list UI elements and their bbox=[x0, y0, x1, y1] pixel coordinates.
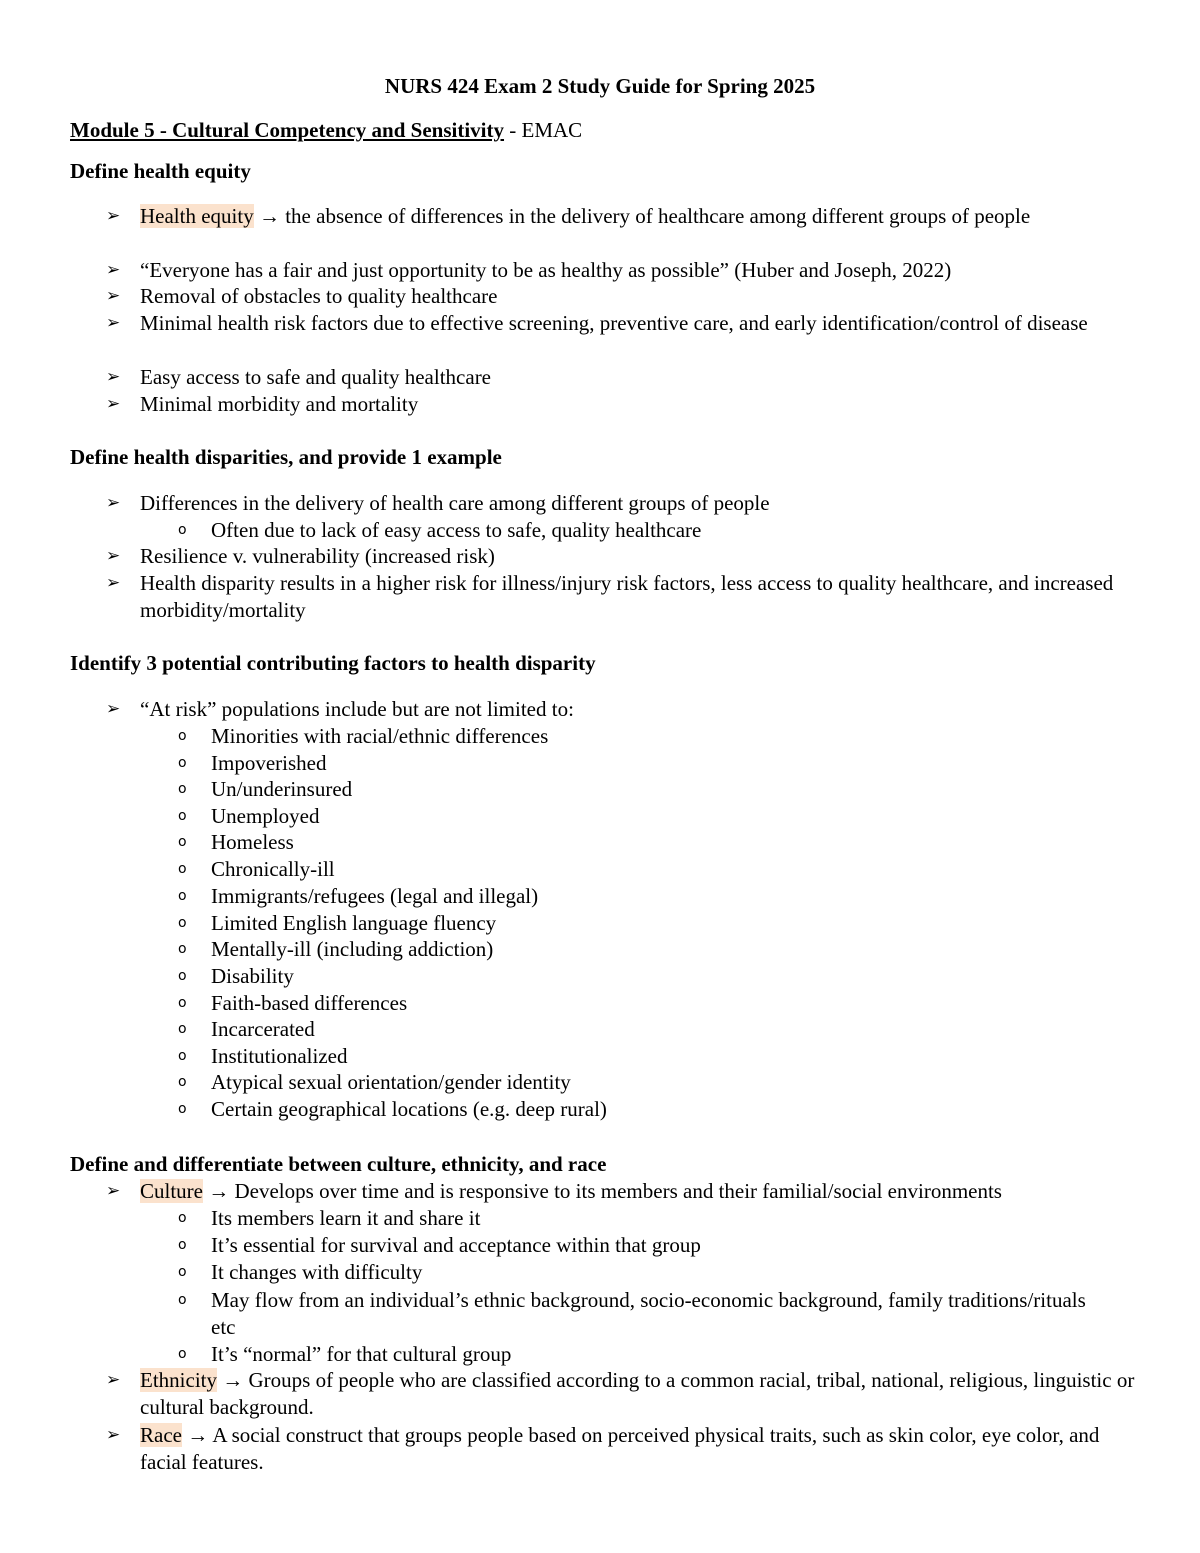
sub-item-text: Atypical sexual orientation/gender identity bbox=[211, 1070, 571, 1094]
arrow-bullet-icon: ➢ bbox=[106, 573, 121, 593]
circle-bullet-icon: o bbox=[178, 1074, 187, 1090]
sub-list-item bbox=[178, 517, 1111, 544]
circle-bullet-icon: o bbox=[178, 755, 187, 771]
item-text: → A social construct that groups people based on perceived physical traits, such as skin color, eye color, and facial features. bbox=[140, 1423, 1100, 1474]
list-item bbox=[106, 543, 1140, 570]
circle-bullet-icon: o bbox=[178, 941, 187, 957]
sub-list-item bbox=[178, 776, 1111, 803]
arrow-bullet-icon: ➢ bbox=[106, 286, 121, 306]
sub-item-text: It’s “normal” for that cultural group bbox=[211, 1342, 512, 1366]
circle-bullet-icon: o bbox=[178, 1021, 187, 1037]
circle-bullet-icon: o bbox=[178, 834, 187, 850]
sub-list-item bbox=[178, 803, 1111, 830]
sub-item-text: Chronically-ill bbox=[211, 857, 335, 881]
section-heading-health-disparities: Define health disparities, and provide 1 example bbox=[70, 445, 502, 469]
arrow-bullet-icon: ➢ bbox=[106, 313, 121, 333]
arrow-bullet-icon: ➢ bbox=[106, 493, 121, 513]
item-text: Minimal health risk factors due to effective screening, preventive care, and early identification/control of disease bbox=[140, 311, 1088, 335]
section-heading-contributing-factors: Identify 3 potential contributing factors to health disparity bbox=[70, 651, 596, 675]
item-text: Minimal morbidity and mortality bbox=[140, 392, 419, 416]
sub-list-item bbox=[178, 1341, 1111, 1368]
circle-bullet-icon: o bbox=[178, 728, 187, 744]
sub-list-item bbox=[178, 883, 1111, 910]
module-line bbox=[70, 117, 582, 143]
sub-item-text: Institutionalized bbox=[211, 1044, 348, 1068]
list-item bbox=[106, 257, 1140, 284]
circle-bullet-icon: o bbox=[178, 915, 187, 931]
sub-item-text: Un/underinsured bbox=[211, 777, 353, 801]
sub-item-text: It’s essential for survival and acceptance within that group bbox=[211, 1233, 701, 1257]
sub-list-item bbox=[178, 990, 1111, 1017]
arrow-bullet-icon: ➢ bbox=[106, 699, 121, 719]
arrow-bullet-icon: ➢ bbox=[106, 206, 121, 226]
list-item bbox=[106, 570, 1140, 623]
highlighted-term: Ethnicity bbox=[140, 1368, 217, 1392]
item-text: → Groups of people who are classified according to a common racial, tribal, national, religious, linguistic or cultural background. bbox=[140, 1368, 1135, 1419]
item-text: Easy access to safe and quality healthcare bbox=[140, 365, 492, 389]
document-title: NURS 424 Exam 2 Study Guide for Spring 2025 bbox=[384, 74, 816, 98]
circle-bullet-icon: o bbox=[178, 1264, 187, 1280]
arrow-bullet-icon: ➢ bbox=[106, 367, 121, 387]
sub-list-item bbox=[178, 750, 1111, 777]
sub-list-item bbox=[178, 1016, 1111, 1043]
list-item bbox=[106, 283, 1140, 310]
arrow-bullet-icon: ➢ bbox=[106, 1425, 121, 1445]
circle-bullet-icon: o bbox=[178, 995, 187, 1011]
sub-list-item bbox=[178, 723, 1111, 750]
list-item bbox=[106, 1178, 1140, 1205]
list-item bbox=[106, 696, 1140, 723]
sub-item-text: Disability bbox=[211, 964, 294, 988]
sub-list-item bbox=[178, 936, 1111, 963]
circle-bullet-icon: o bbox=[178, 781, 187, 797]
circle-bullet-icon: o bbox=[178, 861, 187, 877]
highlighted-term: Culture bbox=[140, 1179, 203, 1203]
item-text: “At risk” populations include but are not limited to: bbox=[140, 697, 574, 721]
circle-bullet-icon: o bbox=[178, 1292, 187, 1308]
sub-item-text: Homeless bbox=[211, 830, 294, 854]
circle-bullet-icon: o bbox=[178, 1101, 187, 1117]
sub-item-text: Limited English language fluency bbox=[211, 911, 497, 935]
list-item bbox=[106, 364, 1140, 391]
arrow-bullet-icon: ➢ bbox=[106, 546, 121, 566]
sub-list-item bbox=[178, 963, 1111, 990]
module-name: Module 5 - Cultural Competency and Sensitivity bbox=[70, 118, 505, 142]
sub-item-text: Certain geographical locations (e.g. deep rural) bbox=[211, 1097, 607, 1121]
item-text: “Everyone has a fair and just opportunity to be as healthy as possible” (Huber and Joseph, 2022) bbox=[140, 258, 952, 282]
sub-list-item bbox=[178, 910, 1111, 937]
list-item bbox=[106, 1367, 1140, 1420]
sub-list-item bbox=[178, 1259, 1111, 1286]
circle-bullet-icon: o bbox=[178, 1210, 187, 1226]
circle-bullet-icon: o bbox=[178, 888, 187, 904]
item-text: Resilience v. vulnerability (increased risk) bbox=[140, 544, 495, 568]
highlighted-term: Race bbox=[140, 1423, 182, 1447]
list-item bbox=[106, 1422, 1140, 1475]
arrow-bullet-icon: ➢ bbox=[106, 260, 121, 280]
section-heading-culture-ethnicity-race: Define and differentiate between culture, ethnicity, and race bbox=[70, 1152, 607, 1176]
sub-item-text: It changes with difficulty bbox=[211, 1260, 423, 1284]
list-item bbox=[106, 490, 1140, 517]
sub-list-item bbox=[178, 1287, 1111, 1340]
sub-item-text: Mentally-ill (including addiction) bbox=[211, 937, 494, 961]
sub-item-text: Immigrants/refugees (legal and illegal) bbox=[211, 884, 539, 908]
list-item bbox=[106, 310, 1140, 337]
sub-item-text: Incarcerated bbox=[211, 1017, 315, 1041]
section-heading-health-equity: Define health equity bbox=[70, 159, 251, 183]
sub-item-text: Faith-based differences bbox=[211, 991, 408, 1015]
arrow-bullet-icon: ➢ bbox=[106, 1370, 121, 1390]
arrow-bullet-icon: ➢ bbox=[106, 394, 121, 414]
sub-list-item bbox=[178, 856, 1111, 883]
sub-item-text: May flow from an individual’s ethnic background, socio-economic background, family traditions/rituals etc bbox=[211, 1288, 1086, 1339]
sub-list-item bbox=[178, 1069, 1111, 1096]
sub-item-text: Often due to lack of easy access to safe, quality healthcare bbox=[211, 518, 702, 542]
item-text: → the absence of differences in the delivery of healthcare among different groups of people bbox=[253, 204, 1031, 228]
item-text: Removal of obstacles to quality healthcare bbox=[140, 284, 498, 308]
sub-item-text: Its members learn it and share it bbox=[211, 1206, 481, 1230]
sub-item-text: Impoverished bbox=[211, 751, 327, 775]
list-item bbox=[106, 203, 1140, 230]
sub-item-text: Unemployed bbox=[211, 804, 320, 828]
item-text: Differences in the delivery of health care among different groups of people bbox=[140, 491, 770, 515]
circle-bullet-icon: o bbox=[178, 1048, 187, 1064]
item-text: → Develops over time and is responsive to its members and their familial/social environments bbox=[203, 1179, 1002, 1203]
circle-bullet-icon: o bbox=[178, 808, 187, 824]
module-suffix: - EMAC bbox=[504, 118, 583, 142]
circle-bullet-icon: o bbox=[178, 522, 187, 538]
list-item bbox=[106, 391, 1140, 418]
sub-list-item bbox=[178, 829, 1111, 856]
arrow-bullet-icon: ➢ bbox=[106, 1181, 121, 1201]
sub-list-item bbox=[178, 1043, 1111, 1070]
highlighted-term: Health equity bbox=[140, 204, 254, 228]
item-text: Health disparity results in a higher risk for illness/injury risk factors, less access to quality healthcare, and increased morbidity/mortality bbox=[140, 571, 1114, 622]
sub-list-item bbox=[178, 1205, 1111, 1232]
circle-bullet-icon: o bbox=[178, 1237, 187, 1253]
circle-bullet-icon: o bbox=[178, 1346, 187, 1362]
sub-item-text: Minorities with racial/ethnic differences bbox=[211, 724, 549, 748]
circle-bullet-icon: o bbox=[178, 968, 187, 984]
sub-list-item bbox=[178, 1096, 1111, 1123]
sub-list-item bbox=[178, 1232, 1111, 1259]
